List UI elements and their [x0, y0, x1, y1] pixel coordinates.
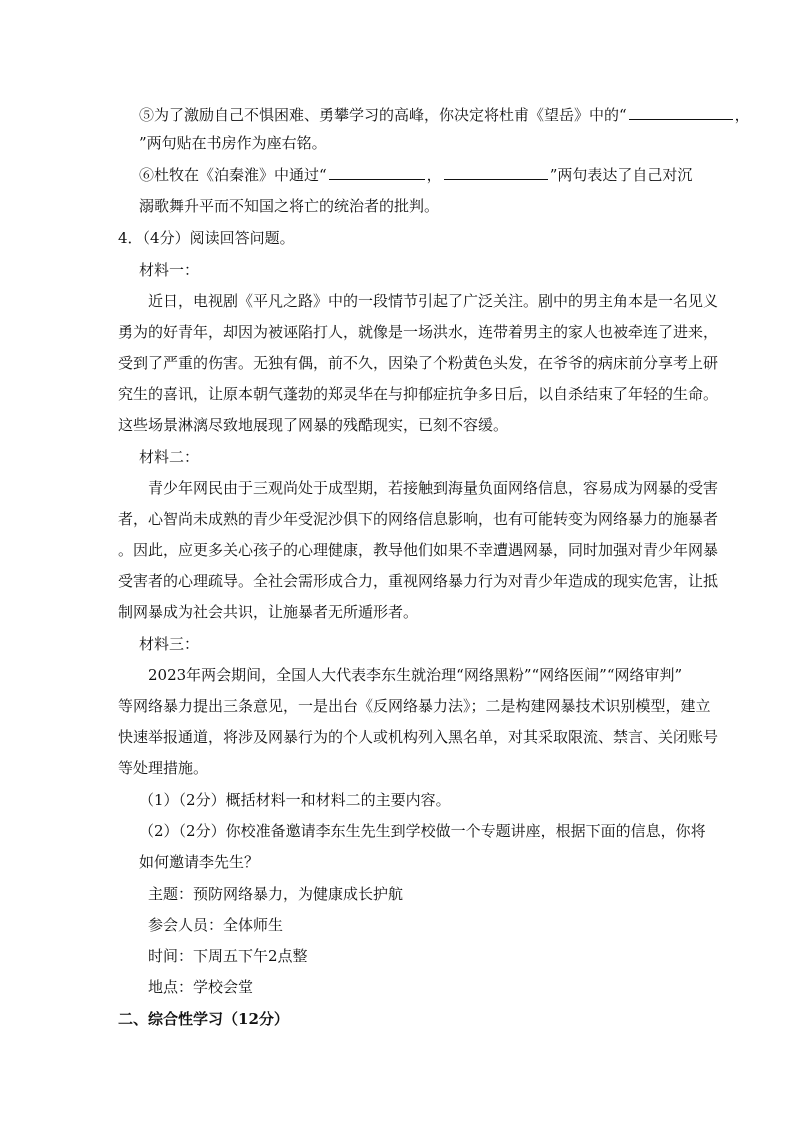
item5-blank1[interactable] [629, 104, 733, 120]
section-heading: 二、综合性学习（12分） [118, 1010, 289, 1028]
material2-line: 制网暴成为社会共识，让施暴者无所遁形者。 [118, 603, 419, 621]
info-attendees: 参会人员：全体师生 [148, 916, 284, 934]
material3-label: 材料三： [139, 635, 200, 653]
material1-line: 这些场景淋漓尽致地展现了网暴的残酷现实，已刻不容缓。 [118, 416, 509, 434]
material1-label: 材料一： [139, 261, 200, 279]
material1-line: 勇为的好青年，却因为被诬陷打人，就像是一场洪水，连带着男主的家人也被牵连了进来， [118, 323, 719, 341]
material2-line: 受害者的心理疏导。全社会需形成合力，重视网络暴力行为对青少年造成的现实危害，让抵 [118, 572, 719, 590]
item6-mid: ， [426, 166, 442, 184]
subquestion-1: （1）（2分）概括材料一和材料二的主要内容。 [139, 791, 451, 809]
material2-label: 材料二： [139, 448, 200, 466]
info-theme: 主题：预防网络暴力，为健康成长护航 [148, 885, 404, 903]
item6-line2: 溺歌舞升平而不知国之将亡的统治者的批判。 [139, 197, 440, 215]
question4-title: 4．（4分）阅读回答问题。 [118, 229, 295, 247]
material2-line: 者，心智尚未成熟的青少年受泥沙俱下的网络信息影响，也有可能转变为网络暴力的施暴者 [118, 510, 719, 528]
item5-prefix: ⑤为了激励自己不惧困难、勇攀学习的高峰，你决定将杜甫《望岳》中的“ [139, 106, 627, 124]
material3-line: 快速举报通道，将涉及网暴行为的个人或机构列入黑名单，对其采取限流、禁言、关闭账号 [118, 728, 719, 746]
subquestion-2-line2: 如何邀请李先生？ [139, 853, 260, 871]
material1-line: 近日，电视剧《平凡之路》中的一段情节引起了广泛关注。剧中的男主角本是一名见义 [148, 292, 719, 310]
item5-line2-text: ”两句贴在书房作为座右铭。 [139, 134, 327, 152]
material1-line: 究生的喜讯，让原本朝气蓬勃的郑灵华在与抑郁症抗争多日后，以自杀结束了年轻的生命。 [118, 385, 719, 403]
item6-line1 [139, 164, 692, 185]
item5-line2 [139, 133, 327, 153]
subquestion-2-line1: （2）（2分）你校准备邀请李东生先生到学校做一个专题讲座，根据下面的信息，你将 [139, 822, 706, 840]
material2-line: 青少年网民由于三观尚处于成型期，若接触到海量负面网络信息，容易成为网暴的受害 [148, 479, 719, 497]
material3-line: 等处理措施。 [118, 759, 209, 777]
material3-line: 等网络暴力提出三条意见，一是出台《反网络暴力法》；二是构建网暴技术识别模型，建立 [118, 697, 711, 715]
item6-suffix: ”两句表达了自己对沉 [549, 166, 693, 184]
material1-line: 受到了严重的伤害。无独有偶，前不久，因染了个粉黄色头发，在爷爷的病床前分享考上研 [118, 354, 719, 372]
item6-blank2[interactable] [444, 164, 548, 180]
item6-blank1[interactable] [329, 164, 425, 180]
item6-prefix: ⑥杜牧在《泊秦淮》中通过“ [139, 166, 327, 184]
item5-suffix: ， [734, 106, 750, 124]
info-place: 地点：学校会堂 [148, 978, 254, 996]
info-time: 时间：下周五下午2点整 [148, 947, 308, 965]
item5-line1 [139, 104, 750, 125]
material2-line: 。因此，应更多关心孩子的心理健康，教导他们如果不幸遭遇网暴，同时加强对青少年网暴 [118, 541, 719, 559]
material3-line: 2023年两会期间，全国人大代表李东生就治理“网络黑粉”“网络医闹”“网络审判” [148, 666, 683, 684]
